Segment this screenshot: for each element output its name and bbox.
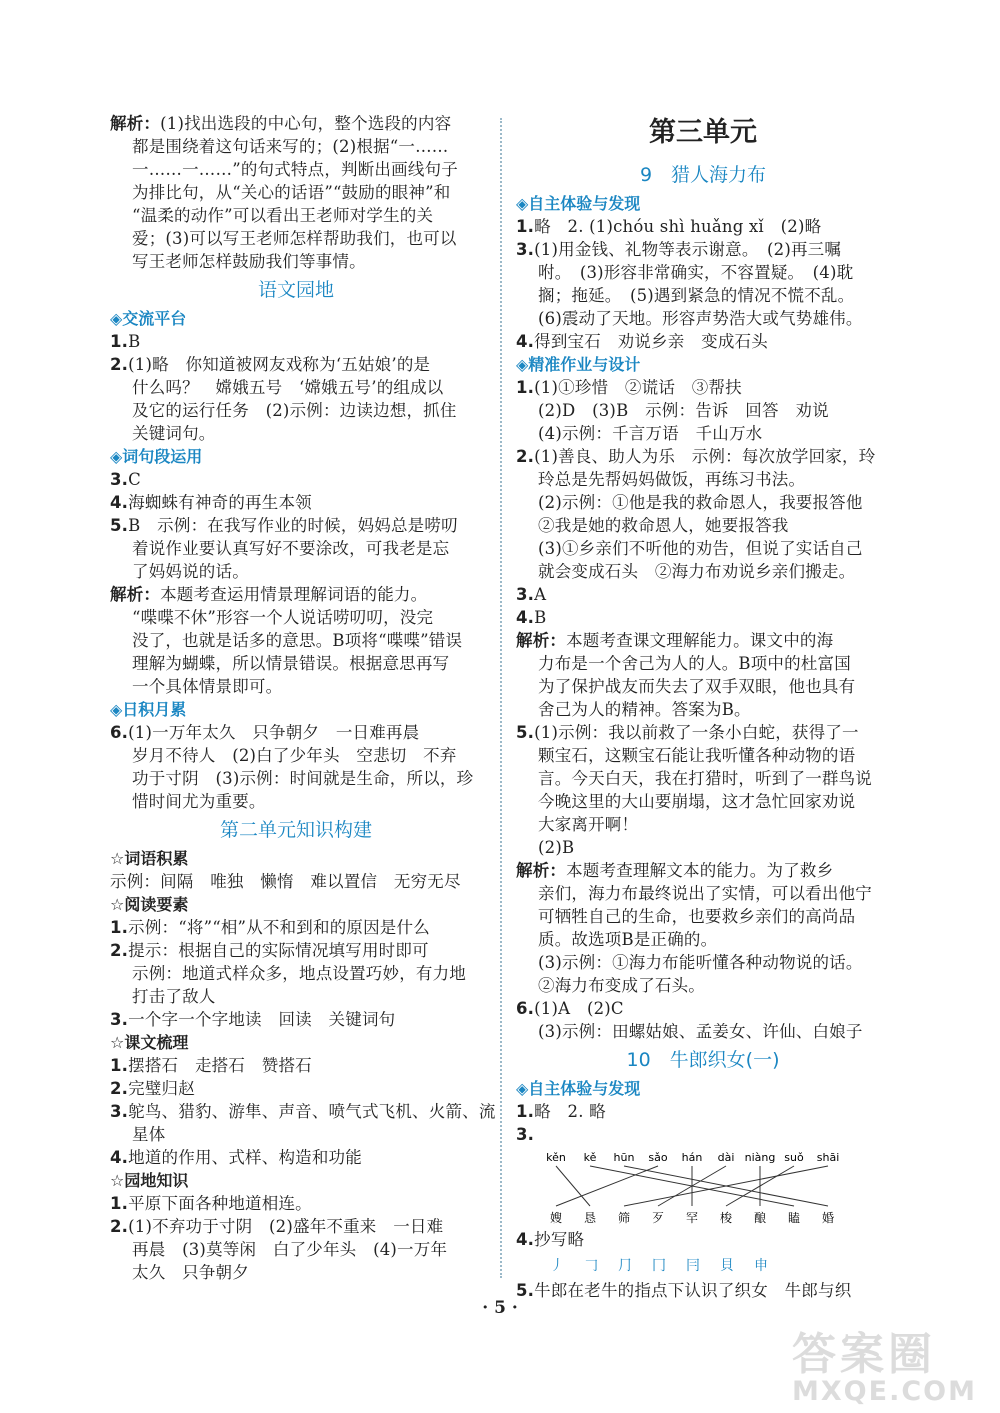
answer-line (110, 1100, 496, 1123)
pinyin-label: shāi (816, 1151, 840, 1164)
continuation-line: 功于寸阴 (3)示例：时间就是生命，所以，珍 (132, 769, 474, 788)
answer-number: 3. (516, 240, 535, 259)
pinyin-matching-diagram (536, 1150, 876, 1226)
stroke-step: 貝 (720, 1258, 734, 1274)
continuation-line: 理解为蝴蝶，所以情景错误。根据意思再写 (132, 654, 450, 673)
answer-line (110, 1008, 482, 1031)
answer-text: 一个字一个字地读 回读 关键词句 (128, 1010, 396, 1029)
watermark-text: 答案圈 (792, 1329, 936, 1380)
answer-number: 2. (110, 1217, 129, 1236)
lesson-title: 10 牛郎织女(一) (626, 1049, 780, 1071)
watermark-logo (792, 1318, 977, 1407)
answer-text: 得到宝石 劝说乡亲 变成石头 (534, 332, 768, 351)
lesson-title: 9 猎人海力布 (639, 164, 767, 186)
continuation-line: 都是围绕着这句话来写的；(2)根据“一…… (132, 137, 449, 156)
section-heading: ◈精准作业与设计 (516, 355, 641, 374)
continuation-line: 打击了敌人 (132, 987, 216, 1006)
answer-line (110, 353, 482, 376)
answer-text: (1)一万年太久 只争朝夕 一日难再晨 (128, 723, 420, 742)
pinyin-label: sǎo (648, 1151, 668, 1164)
answer-text: C (128, 470, 141, 489)
answer-number: 1. (110, 332, 129, 351)
stroke-order-row (540, 1255, 890, 1275)
answer-text: 提示：根据自己的实际情况填写用时即可 (128, 941, 429, 960)
section-heading: ◈自主体验与发现 (516, 1079, 641, 1098)
continuation-line: 为排比句，从“关心的话语”“鼓励的眼神”和 (132, 183, 451, 202)
character-label: 歹 (651, 1211, 665, 1225)
continuation-line: 一……一……”的句式特点，判断出画线句子 (132, 160, 458, 179)
answer-number: 5. (516, 723, 535, 742)
continuation-line: (2)D (3)B 示例：告诉 回答 劝说 (538, 401, 829, 420)
paragraph-line (110, 112, 482, 135)
pinyin-label: hūn (613, 1151, 635, 1164)
section-heading: ◈交流平台 (110, 309, 187, 328)
answer-number: 4. (516, 608, 535, 627)
continuation-line: 什么吗？ 嫦娥五号 ‘嫦娥五号’的组成以 (132, 378, 444, 397)
answer-number: 3. (110, 470, 129, 489)
answer-number: 1. (516, 1102, 535, 1121)
answer-text: B (534, 608, 547, 627)
subsection-heading: ☆园地知识 (110, 1171, 189, 1190)
answer-number: 2. (110, 941, 129, 960)
section-heading: ◈词句段运用 (110, 447, 203, 466)
answer-number: 6. (110, 723, 129, 742)
answer-line (110, 1192, 482, 1215)
continuation-line: (2)示例：①他是我的救命恩人，我要报答他 (538, 493, 863, 512)
answer-line (516, 1100, 890, 1123)
answer-number: 1. (516, 217, 535, 236)
answer-line (110, 1215, 482, 1238)
continuation-line: 及它的运行任务 (2)示例：边读边想，抓住 (132, 401, 457, 420)
analysis-label: 解析： (516, 631, 567, 650)
answer-line (110, 1077, 482, 1100)
answer-number: 3. (516, 1125, 535, 1144)
answer-number: 2. (516, 447, 535, 466)
answer-number: 4. (110, 1148, 129, 1167)
continuation-line: 咐。 (3)形容非常确实，不容置疑。 (4)耽 (538, 263, 854, 282)
continuation-line: 今晚这里的大山要崩塌，这才急忙回家劝说 (538, 792, 856, 811)
stroke-step: 丿 (550, 1258, 564, 1274)
pinyin-label: dài (717, 1151, 735, 1164)
answer-number: 1. (110, 1056, 129, 1075)
continuation-line: 了妈妈说的话。 (132, 562, 249, 581)
continuation-line: 搁；拖延。 (5)遇到紧急的情况不慌不乱。 (538, 286, 855, 305)
continuation-line: (6)震动了天地。形容声势浩大或气势雄伟。 (538, 309, 863, 328)
answer-text: 摆搭石 走搭石 赞搭石 (128, 1056, 312, 1075)
continuation-line: 示例：地道式样众多，地点设置巧妙，有力地 (132, 964, 466, 983)
answer-text: B 示例：在我写作业的时候，妈妈总是唠叨 (128, 516, 458, 535)
column-divider (500, 118, 502, 1278)
continuation-line: 一个具体情景即可。 (132, 677, 283, 696)
answer-text: (1)示例：我以前救了一条小白蛇，获得了一 (534, 723, 859, 742)
paragraph-text: (1)找出选段的中心句，整个选段的内容 (160, 114, 452, 133)
answer-text: (1)善良、助人为乐 示例：每次放学回家，玲 (534, 447, 876, 466)
continuation-line: 舍己为人的精神。答案为B。 (538, 700, 751, 719)
subsection-heading: ☆阅读要素 (110, 895, 189, 914)
continuation-line: (3)示例：田螺姑娘、孟姜女、许仙、白娘子 (538, 1022, 863, 1041)
pinyin-label: suǒ (784, 1151, 804, 1164)
continuation-line: 太久 只争朝夕 (132, 1263, 249, 1282)
answer-line (110, 491, 482, 514)
answer-text: 平原下面各种地道相连。 (128, 1194, 312, 1213)
continuation-line: (2)B (538, 838, 575, 857)
answer-number: 1. (110, 1194, 129, 1213)
section-heading: ◈日积月累 (110, 700, 187, 719)
continuation-line: (3)①乡亲们不听他的劝告，但说了实话自己 (538, 539, 863, 558)
continuation-line: ②我是她的救命恩人，她要报答我 (538, 516, 789, 535)
pinyin-label: niàng (744, 1151, 776, 1164)
stroke-step: 申 (754, 1258, 768, 1274)
continuation-line: 星体 (132, 1125, 166, 1144)
paragraph-line (516, 859, 890, 882)
character-label: 酿 (753, 1211, 767, 1225)
paragraph-text: 本题考查课文理解能力。课文中的海 (566, 631, 834, 650)
character-label: 筛 (617, 1211, 631, 1225)
pinyin-label: kě (583, 1151, 597, 1164)
continuation-line: (4)示例：千言万语 千山万水 (538, 424, 763, 443)
character-label: 梭 (719, 1211, 733, 1225)
continuation-line: 质。故选项B是正确的。 (538, 930, 718, 949)
answer-line (110, 939, 482, 962)
answer-text: (1)用金钱、礼物等表示谢意。 (2)再三嘱 (534, 240, 842, 259)
continuation-line: 着说作业要认真写好不要涂改，可我老是忘 (132, 539, 450, 558)
answer-number: 4. (516, 332, 535, 351)
answer-line (516, 583, 890, 606)
answer-line (516, 721, 890, 744)
answer-line (110, 916, 482, 939)
answer-text: 略 2. (1)chóu shì huǎng xǐ (2)略 (534, 217, 822, 236)
matching-line (556, 1166, 658, 1206)
pinyin-label: hán (681, 1151, 703, 1164)
answer-text: 完璧归赵 (128, 1079, 195, 1098)
answer-text: B (128, 332, 141, 351)
answer-text: 示例：“将”“相”从不和到和的原因是什么 (128, 918, 430, 937)
continuation-line: ②海力布变成了石头。 (538, 976, 705, 995)
character-label: 瞌 (787, 1211, 801, 1225)
answer-line (110, 468, 482, 491)
answer-text: 鸵鸟、猎豹、游隼、声音、喷气式飞机、火箭、流 (128, 1102, 496, 1121)
continuation-line: 玲总是先帮妈妈做饭，再练习书法。 (538, 470, 806, 489)
stroke-step: ⺆ (618, 1258, 632, 1274)
stroke-step: 冃 (686, 1258, 700, 1274)
character-label: 嫂 (549, 1211, 563, 1225)
matching-line (556, 1166, 590, 1206)
answer-text: 牛郎在老牛的指点下认识了织女 牛郎与织 (534, 1281, 852, 1300)
continuation-line: 再晨 (3)莫等闲 白了少年头 (4)一万年 (132, 1240, 448, 1259)
answer-number: 3. (110, 1102, 129, 1121)
paragraph-text: 示例：间隔 唯独 懒惰 难以置信 无穷无尽 (110, 872, 461, 891)
continuation-line: 关键词句。 (132, 424, 216, 443)
lesson-title: 第二单元知识构建 (219, 819, 372, 841)
stroke-step: 𠃌 (584, 1258, 598, 1274)
continuation-line: 言。今天白天，我在打猎时，听到了一群鸟说 (538, 769, 872, 788)
paragraph-text: 本题考查运用情景理解词语的能力。 (160, 585, 428, 604)
continuation-line: 为了保护战友而失去了双手双眼，他也具有 (538, 677, 856, 696)
answer-text: 抄写略 (534, 1230, 585, 1249)
continuation-line: 颗宝石，这颗宝石能让我听懂各种动物的语 (538, 746, 856, 765)
answer-line (516, 1123, 890, 1146)
answer-line (110, 721, 482, 744)
character-label: 婚 (821, 1211, 835, 1225)
paragraph-line (110, 870, 482, 893)
continuation-line: “喋喋不休”形容一个人说话唠叨叨，没完 (132, 608, 434, 627)
answer-text: (1)略 你知道被网友戏称为‘五姑娘’的是 (128, 355, 431, 374)
answer-line (516, 997, 890, 1020)
answer-text: (1)A (2)C (534, 999, 624, 1018)
continuation-line: (3)示例：①海力布能听懂各种动物说的话。 (538, 953, 863, 972)
continuation-line: 写王老师怎样鼓励我们等事情。 (132, 252, 366, 271)
continuation-line: 没了，也就是话多的意思。B项将“喋喋”错误 (132, 631, 463, 650)
answer-line (516, 606, 890, 629)
answer-line (110, 330, 482, 353)
answer-text: 略 2. 略 (534, 1102, 606, 1121)
subsection-heading: ☆课文梳理 (110, 1033, 189, 1052)
answer-text: (1)不弃功于寸阴 (2)盛年不重来 一日难 (128, 1217, 444, 1236)
paragraph-text: 本题考查理解文本的能力。为了救乡 (566, 861, 834, 880)
lesson-title: 语文园地 (257, 279, 334, 301)
watermark-url: MXQE.COM (792, 1376, 977, 1407)
answer-number: 3. (110, 1010, 129, 1029)
answer-number: 1. (516, 378, 535, 397)
answer-number: 6. (516, 999, 535, 1018)
answer-text: (1)①珍惜 ②谎话 ③帮扶 (534, 378, 742, 397)
answer-number: 5. (110, 516, 129, 535)
continuation-line: 爱；(3)可以写王老师怎样帮助我们，也可以 (132, 229, 457, 248)
continuation-line: 力布是一个舍己为人的人。B项中的杜富国 (538, 654, 851, 673)
answer-number: 3. (516, 585, 535, 604)
continuation-line: “温柔的动作”可以看出王老师对学生的关 (132, 206, 434, 225)
answer-line (516, 238, 890, 261)
answer-number: 4. (516, 1230, 535, 1249)
answer-number: 2. (110, 355, 129, 374)
answer-number: 5. (516, 1281, 535, 1300)
answer-line (110, 1146, 482, 1169)
analysis-label: 解析： (110, 114, 161, 133)
paragraph-line (110, 583, 482, 606)
pinyin-label: kěn (546, 1151, 566, 1164)
subsection-heading: ☆词语积累 (110, 849, 189, 868)
answer-line (516, 445, 890, 468)
left-column (110, 112, 496, 1284)
answer-line (516, 330, 890, 353)
continuation-line: 大家离开啊！ (538, 815, 639, 834)
analysis-label: 解析： (110, 585, 161, 604)
section-heading: ◈自主体验与发现 (516, 194, 641, 213)
answer-line (516, 215, 890, 238)
analysis-label: 解析： (516, 861, 567, 880)
answer-text: 海蜘蛛有神奇的再生本领 (128, 493, 312, 512)
right-column (516, 112, 890, 1302)
answer-line (110, 1054, 482, 1077)
character-label: 罕 (685, 1211, 699, 1225)
answer-text: 地道的作用、式样、构造和功能 (128, 1148, 362, 1167)
continuation-line: 惜时间尤为重要。 (132, 792, 266, 811)
continuation-line: 就会变成石头 ②海力布劝说乡亲们搬走。 (538, 562, 856, 581)
page-number: · 5 · (482, 1298, 518, 1318)
stroke-step: 冂 (652, 1258, 666, 1274)
continuation-line: 岁月不待人 (2)白了少年头 空悲切 不弃 (132, 746, 457, 765)
paragraph-line (516, 629, 890, 652)
character-label: 恳 (583, 1211, 597, 1225)
answer-line (516, 376, 890, 399)
answer-number: 2. (110, 1079, 129, 1098)
answer-line (516, 1228, 890, 1251)
answer-line (110, 514, 482, 537)
answer-number: 1. (110, 918, 129, 937)
answer-number: 4. (110, 493, 129, 512)
continuation-line: 可牺牲自己的生命，也要救乡亲们的高尚品 (538, 907, 856, 926)
answer-text: A (534, 585, 547, 604)
continuation-line: 亲们，海力布最终说出了实情，可以看出他宁 (538, 884, 872, 903)
unit-title: 第三单元 (649, 117, 757, 148)
